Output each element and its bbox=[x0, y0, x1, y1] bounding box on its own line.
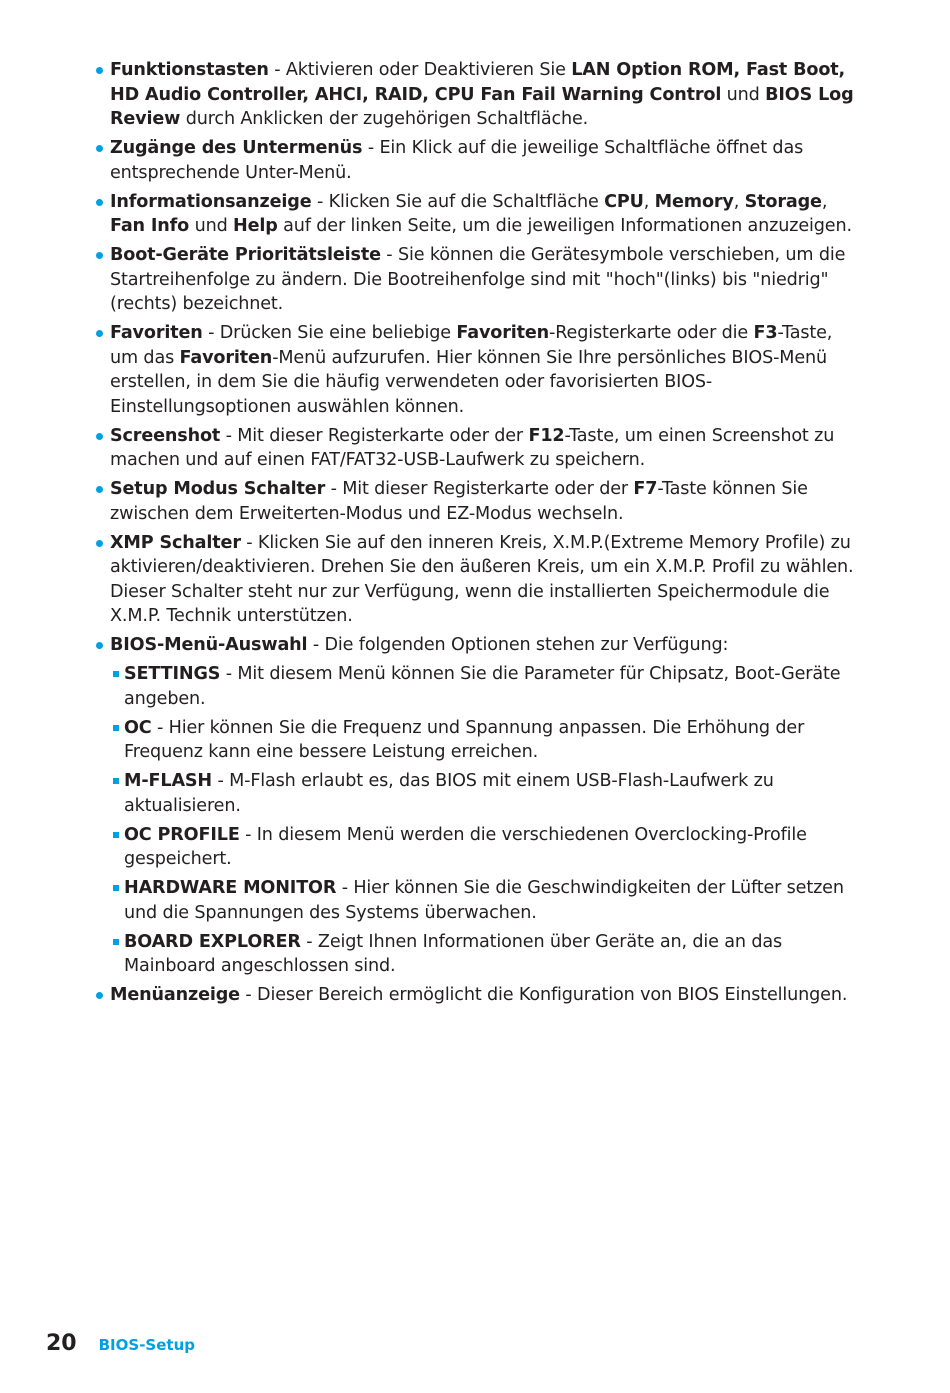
page-number: 20 bbox=[46, 1331, 77, 1356]
section-title: BIOS-Setup bbox=[98, 1336, 195, 1354]
sub-list-item: HARDWARE MONITOR - Hier können Sie die Geschwindigkeiten der Lüfter setzen und die Spannungen des Systems überwachen. bbox=[110, 876, 864, 925]
list-item: Setup Modus Schalter - Mit dieser Registerkarte oder der F7-Taste können Sie zwischen dem Erweiterten-Modus und EZ-Modus wechseln. bbox=[94, 477, 864, 526]
content-area bbox=[94, 58, 864, 1012]
list-item: Favoriten - Drücken Sie eine beliebige Favoriten-Registerkarte oder die F3-Taste, um das Favoriten-Menü aufzurufen. Hier können Sie Ihre persönliches BIOS-Menü erstellen, in dem Sie die häufig verwendeten oder favorisierten BIOS-Einstellungsoptionen auswählen können. bbox=[94, 321, 864, 419]
sub-list-item: M-FLASH - M-Flash erlaubt es, das BIOS mit einem USB-Flash-Laufwerk zu aktualisieren. bbox=[110, 769, 864, 818]
sub-list-item: OC PROFILE - In diesem Menü werden die verschiedenen Overclocking-Profile gespeichert. bbox=[110, 823, 864, 872]
list-item: Boot-Geräte Prioritätsleiste - Sie können die Gerätesymbole verschieben, um die Startreihenfolge zu ändern. Die Bootreihenfolge sind mit "hoch"(links) bis "niedrig" (rechts) bezeichnet. bbox=[94, 243, 864, 317]
list-item: Screenshot - Mit dieser Registerkarte oder der F12-Taste, um einen Screenshot zu machen und auf einen FAT/FAT32-USB-Laufwerk zu speichern. bbox=[94, 424, 864, 473]
sub-list-item: SETTINGS - Mit diesem Menü können Sie die Parameter für Chipsatz, Boot-Geräte angeben. bbox=[110, 662, 864, 711]
list-item: BIOS-Menü-Auswahl - Die folgenden Optionen stehen zur Verfügung: SETTINGS - Mit diesem Menü können Sie die Parameter für Chipsatz, Boot-Geräte angeben. OC - Hier können Sie die Frequenz und Spannung anpassen. Die Erhöhung der Frequenz kann eine bessere Leistung erreichen. M-FLASH - M-Flash erlaubt es, das BIOS mit einem USB-Flash-Laufwerk zu aktualisieren. OC PROFILE - In diesem Menü werden die verschiedenen Overclocking-Profile gespeichert. HARDWARE MONITOR - Hier können Sie die Geschwindigkeiten der Lüfter setzen und die Spannungen des Systems überwachen. BOARD EXPLORER - Zeigt Ihnen Informationen über Geräte an, die an das Mainboard angeschlossen sind. bbox=[94, 633, 864, 979]
feature-list bbox=[94, 58, 864, 1008]
list-item: Informationsanzeige - Klicken Sie auf die Schaltfläche CPU, Memory, Storage, Fan Info und Help auf der linken Seite, um die jeweiligen Informationen anzuzeigen. bbox=[94, 190, 864, 239]
bios-menu-sublist bbox=[110, 662, 864, 979]
list-item: XMP Schalter - Klicken Sie auf den inneren Kreis, X.M.P.(Extreme Memory Profile) zu aktivieren/deaktivieren. Drehen Sie den äußeren Kreis, um ein X.M.P. Profil zu wählen. Dieser Schalter steht nur zur Verfügung, wenn die installierten Speichermodule die X.M.P. Technik unterstützen. bbox=[94, 531, 864, 629]
list-item: Zugänge des Untermenüs - Ein Klick auf die jeweilige Schaltfläche öffnet das entsprechende Unter-Menü. bbox=[94, 136, 864, 185]
list-item: Menüanzeige - Dieser Bereich ermöglicht die Konfiguration von BIOS Einstellungen. bbox=[94, 983, 864, 1008]
sub-list-item: BOARD EXPLORER - Zeigt Ihnen Informationen über Geräte an, die an das Mainboard angeschlossen sind. bbox=[110, 930, 864, 979]
page-footer bbox=[46, 1331, 195, 1359]
sub-list-item: OC - Hier können Sie die Frequenz und Spannung anpassen. Die Erhöhung der Frequenz kann eine bessere Leistung erreichen. bbox=[110, 716, 864, 765]
list-item: Funktionstasten - Aktivieren oder Deaktivieren Sie LAN Option ROM, Fast Boot, HD Audio Controller, AHCI, RAID, CPU Fan Fail Warning Control und BIOS Log Review durch Anklicken der zugehörigen Schaltfläche. bbox=[94, 58, 864, 132]
